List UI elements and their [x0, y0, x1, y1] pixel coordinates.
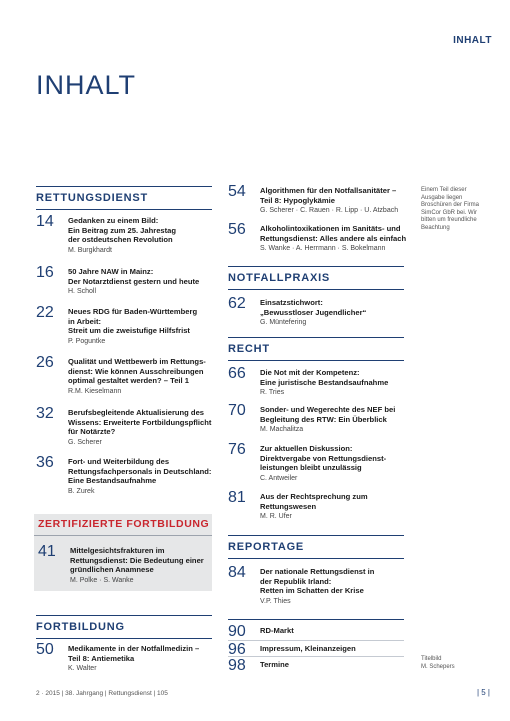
entry-title: Qualität und Wettbewerb im Rettungs- dienst: Wie können Ausschreibungen optimal gestaltet werden? – Teil 1	[68, 357, 206, 386]
entry-title: Die Not mit der Kompetenz: Eine juristische Bestandsaufnahme	[260, 368, 389, 387]
divider	[228, 656, 404, 657]
entry-authors: M. R. Ufer	[260, 513, 292, 521]
page-number: 84	[228, 564, 246, 581]
entry-authors: G. Müntefering	[260, 319, 307, 327]
entry-authors: K. Walter	[68, 665, 97, 673]
entry-title: Mittelgesichtsfrakturen im Rettungsdienst: Die Bedeutung einer gründlichen Anamnese	[70, 546, 204, 575]
entry-authors: B. Zurek	[68, 487, 95, 495]
page-number: 50	[36, 641, 54, 658]
page-number: 54	[228, 183, 246, 200]
page-number: 32	[36, 405, 54, 422]
entry-title: Impressum, Kleinanzeigen	[260, 644, 356, 653]
insert-note: Einem Teil dieser Ausgabe liegen Broschüren der Firma SimCor GbR bei. Wir bitten um freundliche Beachtung	[421, 187, 480, 231]
footer-issue-info: 2 · 2015 | 38. Jahrgang | Rettungsdienst | 105	[36, 690, 168, 697]
entry-authors: V.P. Thies	[260, 597, 291, 605]
entry-title: Berufsbegleitende Aktualisierung des Wissens: Erweiterte Fortbildungspflicht für Notärzte?	[68, 408, 212, 437]
page-number: 96	[228, 641, 246, 658]
entry-authors: R. Tries	[260, 389, 285, 397]
section-reportage: REPORTAGE	[228, 535, 404, 559]
entry-authors: G. Scherer	[68, 438, 102, 446]
entry-title: Sonder- und Wegerechte des NEF bei Begleitung des RTW: Ein Überblick	[260, 405, 396, 424]
entry-title: Alkoholintoxikationen im Sanitäts- und Rettungsdienst: Alles andere als einfach	[260, 224, 407, 243]
page-number: 98	[228, 657, 246, 674]
divider	[34, 535, 212, 536]
section-fortbildung: FORTBILDUNG	[36, 615, 212, 639]
entry-authors: P. Poguntke	[68, 337, 106, 345]
page-number-footer: | 5 |	[476, 688, 490, 697]
page-number: 66	[228, 365, 246, 382]
cover-credit: Titelbild M. Schepers	[421, 656, 455, 670]
divider	[228, 619, 404, 620]
entry-authors: S. Wanke · A. Herrmann · S. Bokelmann	[260, 245, 386, 253]
entry-title: Aus der Rechtsprechung zum Rettungswesen	[260, 492, 368, 511]
entry-title: Einsatzstichwort: „Bewusstloser Jugendlicher“	[260, 298, 367, 317]
page-number: 70	[228, 402, 246, 419]
entry-authors: G. Scherer · C. Rauen · R. Lipp · U. Atzbach	[260, 207, 399, 215]
entry-title: Gedanken zu einem Bild: Ein Beitrag zum 25. Jahrestag der ostdeutschen Revolution	[68, 216, 177, 245]
section-zertifizierte-fortbildung: ZERTIFIZIERTE FORTBILDUNG	[38, 518, 210, 530]
entry-title: Der nationale Rettungsdienst in der Republik Irland: Retten im Schatten der Krise	[260, 567, 375, 596]
divider	[228, 640, 404, 641]
entry-title: 50 Jahre NAW in Mainz: Der Notarztdienst gestern und heute	[68, 267, 200, 286]
entry-authors: M. Machalitza	[260, 426, 304, 434]
page-number: 36	[36, 454, 54, 471]
section-rettungsdienst: RETTUNGSDIENST	[36, 186, 212, 210]
entry-authors: M. Polke · S. Wanke	[70, 576, 134, 584]
section-notfallpraxis: NOTFALLPRAXIS	[228, 266, 404, 290]
page-number: 26	[36, 354, 54, 371]
entry-authors: C. Antweiler	[260, 474, 298, 482]
entry-authors: M. Burgkhardt	[68, 246, 112, 254]
page-number: 41	[38, 543, 56, 560]
page-number: 81	[228, 489, 246, 506]
page-number: 22	[36, 304, 54, 321]
entry-title: Termine	[260, 660, 289, 669]
entry-title: Medikamente in der Notfallmedizin – Teil 8: Antiemetika	[68, 644, 200, 663]
section-recht: RECHT	[228, 337, 404, 361]
page-number: 62	[228, 295, 246, 312]
entry-authors: H. Scholl	[68, 288, 97, 296]
page-number: 76	[228, 441, 246, 458]
running-header: INHALT	[453, 35, 492, 46]
entry-title: Algorithmen für den Notfallsanitäter – Teil 8: Hypoglykämie	[260, 186, 397, 205]
page-title: INHALT	[36, 70, 137, 100]
page-number: 56	[228, 221, 246, 238]
entry-title: RD-Markt	[260, 626, 294, 635]
page-number: 90	[228, 623, 246, 640]
entry-title: Zur aktuellen Diskussion: Direktvergabe von Rettungsdienst- leistungen bleibt unzulässig	[260, 444, 387, 473]
entry-title: Neues RDG für Baden-Württemberg in Arbeit: Streit um die zweistufige Hilfsfrist	[68, 307, 198, 336]
page-number: 14	[36, 213, 54, 230]
entry-authors: R.M. Kieselmann	[68, 387, 122, 395]
page-number: 16	[36, 264, 54, 281]
entry-title: Fort- und Weiterbildung des Rettungsfachpersonals in Deutschland: Eine Bestandsaufnahme	[68, 457, 212, 486]
